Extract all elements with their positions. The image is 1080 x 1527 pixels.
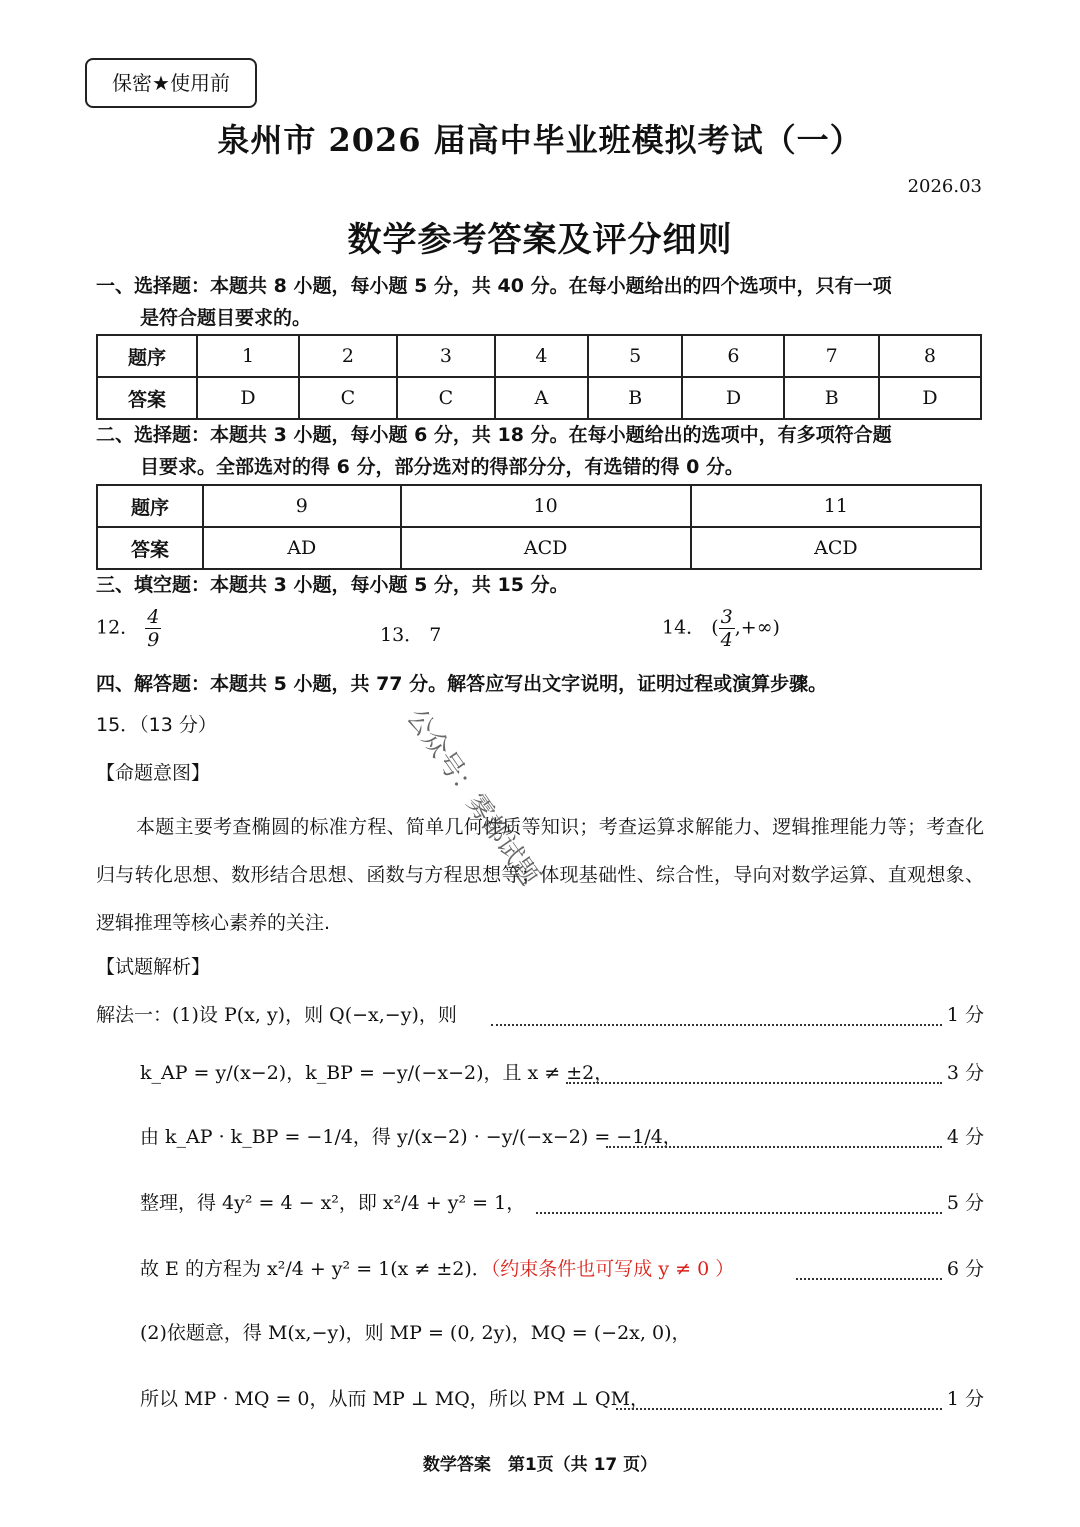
section2-heading bbox=[96, 419, 986, 483]
table-cell: D bbox=[682, 377, 784, 419]
table-cell: 4 bbox=[495, 335, 588, 377]
table-row bbox=[97, 377, 981, 419]
solution-step bbox=[96, 1318, 984, 1358]
question-15-title: 15．（13 分） bbox=[96, 714, 217, 736]
table-cell: D bbox=[879, 377, 981, 419]
intent-label: 【命题意图】 bbox=[96, 762, 211, 784]
table-row bbox=[97, 527, 981, 569]
watermark: 公众号：雾都试题 bbox=[400, 703, 545, 892]
table-cell: 3 bbox=[397, 335, 495, 377]
solution-step bbox=[96, 1188, 984, 1228]
section1-answer-table bbox=[96, 334, 982, 420]
table-cell: ACD bbox=[691, 527, 981, 569]
table-cell: 1 bbox=[197, 335, 299, 377]
answer-14-fraction bbox=[719, 606, 735, 651]
section3-heading: 三、填空题：本题共 3 小题，每小题 5 分，共 15 分。 bbox=[96, 574, 569, 596]
leader-dots bbox=[606, 1122, 942, 1148]
step-text: 故 E 的方程为 x²/4 + y² = 1(x ≠ ±2)． bbox=[140, 1258, 491, 1280]
answer-14-label: 14． bbox=[662, 616, 706, 639]
leader-dots bbox=[616, 1384, 942, 1410]
table-cell: 7 bbox=[784, 335, 879, 377]
leader-dots bbox=[796, 1254, 942, 1280]
table-cell: 6 bbox=[682, 335, 784, 377]
table-header-cell: 答案 bbox=[97, 527, 203, 569]
step-text-group bbox=[140, 1254, 734, 1281]
table-header-cell: 答案 bbox=[97, 377, 197, 419]
answer-14-numerator: 3 bbox=[720, 606, 733, 628]
page-subtitle: 数学参考答案及评分细则 bbox=[347, 220, 733, 260]
table-header-cell: 题序 bbox=[97, 485, 203, 527]
answer-14-open: ( bbox=[711, 616, 719, 639]
table-row bbox=[97, 485, 981, 527]
answer-13: 13． 7 bbox=[380, 624, 442, 646]
table-cell: 2 bbox=[299, 335, 397, 377]
red-note: （约束条件也可写成 y ≠ 0 ） bbox=[490, 1258, 735, 1280]
section1-heading-line1: 一、选择题：本题共 8 小题，每小题 5 分，共 40 分。在每小题给出的四个选项中，只有一项 bbox=[96, 275, 892, 297]
table-cell: C bbox=[299, 377, 397, 419]
solution-step bbox=[96, 1384, 984, 1424]
exam-title: 泉州市 2026 届高中毕业班模拟考试（一） bbox=[217, 121, 863, 159]
leader-dots bbox=[491, 1000, 942, 1026]
step-points: 1 分 bbox=[946, 1004, 984, 1026]
confidential-label: 保密★使用前 bbox=[85, 58, 257, 108]
solution-step bbox=[96, 1058, 984, 1098]
intent-text: 本题主要考查椭圆的标准方程、简单几何性质等知识；考查运算求解能力、逻辑推理能力等；考查化归与转化思想、数形结合思想、函数与方程思想等；体现基础性、综合性，导向对数学运算、直观想象、逻辑推理等核心素养的关注. bbox=[96, 816, 984, 934]
table-cell: D bbox=[197, 377, 299, 419]
solution-step bbox=[96, 1254, 984, 1294]
table-cell: 10 bbox=[401, 485, 691, 527]
table-cell: B bbox=[588, 377, 683, 419]
answer-12-numerator: 4 bbox=[147, 606, 160, 628]
answer-12 bbox=[96, 606, 161, 651]
table-cell: 8 bbox=[879, 335, 981, 377]
step-points: 4 分 bbox=[946, 1126, 984, 1148]
answer-12-label: 12． bbox=[96, 616, 140, 639]
table-header-cell: 题序 bbox=[97, 335, 197, 377]
page-footer: 数学答案 第1页（共 17 页） bbox=[422, 1455, 658, 1475]
leader-dots bbox=[566, 1058, 942, 1084]
table-cell: AD bbox=[203, 527, 401, 569]
table-cell: ACD bbox=[401, 527, 691, 569]
exam-date: 2026.03 bbox=[907, 176, 982, 197]
answer-12-denominator: 9 bbox=[147, 629, 160, 651]
table-cell: 11 bbox=[691, 485, 981, 527]
section1-heading bbox=[96, 270, 986, 334]
step-text: 整理，得 4y² = 4 − x²，即 x²/4 + y² = 1， bbox=[140, 1192, 526, 1214]
answer-14 bbox=[662, 606, 780, 651]
step-text: k_AP = y/(x−2)，k_BP = −y/(−x−2)，且 x ≠ ±2， bbox=[140, 1062, 614, 1084]
table-cell: 9 bbox=[203, 485, 401, 527]
section2-heading-line2: 目要求。全部选对的得 6 分，部分选对的得部分分，有选错的得 0 分。 bbox=[140, 456, 744, 478]
section2-heading-line1: 二、选择题：本题共 3 小题，每小题 6 分，共 18 分。在每小题给出的选项中，有多项符合题 bbox=[96, 424, 892, 446]
section2-answer-table bbox=[96, 484, 982, 570]
table-row bbox=[97, 335, 981, 377]
answer-14-denominator: 4 bbox=[720, 629, 733, 651]
step-points: 5 分 bbox=[946, 1192, 984, 1214]
step-text: 由 k_AP · k_BP = −1/4，得 y/(x−2) · −y/(−x−2) = −1/4， bbox=[140, 1126, 682, 1148]
answer-14-tail: ,+∞) bbox=[734, 616, 780, 639]
section4-heading: 四、解答题：本题共 5 小题，共 77 分。解答应写出文字说明，证明过程或演算步骤。 bbox=[96, 673, 828, 695]
table-cell: C bbox=[397, 377, 495, 419]
leader-dots bbox=[536, 1188, 942, 1214]
table-cell: 5 bbox=[588, 335, 683, 377]
step-points: 6 分 bbox=[946, 1258, 984, 1280]
step-text: 所以 MP · MQ = 0，从而 MP ⊥ MQ，所以 PM ⊥ QM， bbox=[140, 1388, 650, 1410]
step-points: 1 分 bbox=[946, 1388, 984, 1410]
step-text: 解法一：(1)设 P(x, y)，则 Q(−x,−y)，则 bbox=[96, 1004, 457, 1026]
step-points: 3 分 bbox=[946, 1062, 984, 1084]
solution-step bbox=[96, 1122, 984, 1162]
solution-step bbox=[96, 1000, 984, 1040]
section1-heading-line2: 是符合题目要求的。 bbox=[140, 307, 312, 329]
step-text: (2)依题意，得 M(x,−y)，则 MP = (0, 2y)，MQ = (−2x, 0)， bbox=[140, 1322, 691, 1344]
analysis-label: 【试题解析】 bbox=[96, 956, 211, 978]
answer-12-fraction bbox=[145, 606, 161, 651]
table-cell: A bbox=[495, 377, 588, 419]
table-cell: B bbox=[784, 377, 879, 419]
